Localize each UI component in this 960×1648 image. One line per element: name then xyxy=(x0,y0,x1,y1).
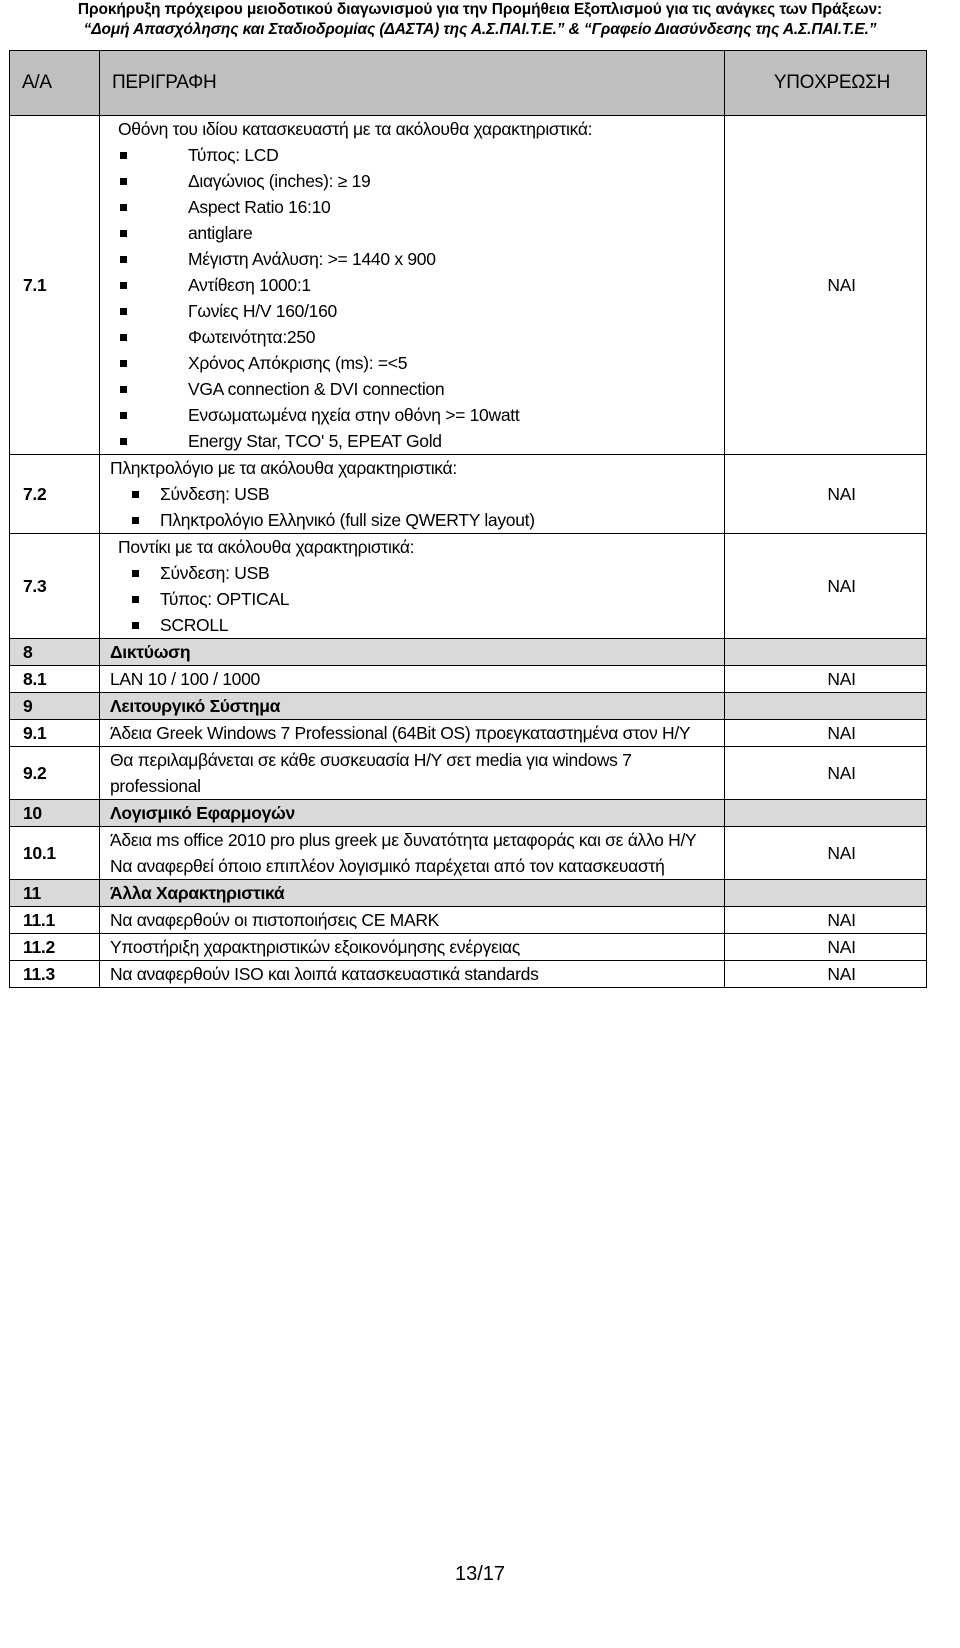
list-item: antiglare xyxy=(110,220,724,246)
mouse-feature-list xyxy=(110,560,724,638)
table-row xyxy=(10,666,927,693)
row-description xyxy=(100,534,725,639)
row-number: 11.2 xyxy=(10,934,100,961)
list-item: VGA connection & DVI connection xyxy=(110,376,724,402)
section-row xyxy=(10,639,927,666)
column-header-description: ΠΕΡΙΓΡΑΦΗ xyxy=(100,51,725,116)
mouse-intro: Ποντίκι με τα ακόλουθα χαρακτηριστικά: xyxy=(118,537,415,557)
row-description: Να αναφερθούν ISO και λοιπά κατασκευαστικά standards xyxy=(100,961,725,988)
row-description: Υποστήριξη χαρακτηριστικών εξοικονόμησης ενέργειας xyxy=(100,934,725,961)
row-description xyxy=(100,827,725,880)
header-line-1: Προκήρυξη πρόχειρου μειοδοτικού διαγωνισμού για την Προμήθεια Εξοπλισμού για τις ανάγκες των Πράξεων: xyxy=(77,1,883,18)
row-number: 7.1 xyxy=(10,116,100,455)
section-title: Λειτουργικό Σύστημα xyxy=(100,693,725,720)
list-item: Αντίθεση 1000:1 xyxy=(110,272,724,298)
column-header-aa: Α/Α xyxy=(10,51,100,116)
header-line-2: “Δομή Απασχόλησης και Σταδιοδρομίας (ΔΑΣΤΑ) της Α.Σ.ΠΑΙ.Τ.Ε.” & “Γραφείο Διασύνδεσης της Α.Σ.ΠΑΙ.Τ.Ε.” xyxy=(83,21,877,38)
row-requirement: ΝΑΙ xyxy=(725,827,927,880)
column-header-requirement: ΥΠΟΧΡΕΩΣΗ xyxy=(725,51,927,116)
list-item: Πληκτρολόγιο Ελληνικό (full size QWERTY layout) xyxy=(110,507,724,533)
table-row xyxy=(10,534,927,639)
section-blank xyxy=(725,639,927,666)
monitor-feature-list xyxy=(110,142,724,454)
section-number: 11 xyxy=(10,880,100,907)
list-item: Διαγώνιος (inches): ≥ 19 xyxy=(110,168,724,194)
row-description xyxy=(100,116,725,455)
row-number: 7.3 xyxy=(10,534,100,639)
list-item: Τύπος: LCD xyxy=(110,142,724,168)
section-title: Άλλα Χαρακτηριστικά xyxy=(100,880,725,907)
section-number: 9 xyxy=(10,693,100,720)
table-row xyxy=(10,961,927,988)
keyboard-feature-list xyxy=(110,481,724,533)
section-title: Δικτύωση xyxy=(100,639,725,666)
section-row xyxy=(10,693,927,720)
row-description: LAN 10 / 100 / 1000 xyxy=(100,666,725,693)
row-number: 10.1 xyxy=(10,827,100,880)
section-number: 10 xyxy=(10,800,100,827)
row-description: Να αναφερθούν οι πιστοποιήσεις CE MARK xyxy=(100,907,725,934)
table-header-row xyxy=(10,51,927,116)
page-number: 13/17 xyxy=(454,1563,506,1585)
row-requirement: ΝΑΙ xyxy=(725,666,927,693)
row-number: 11.1 xyxy=(10,907,100,934)
list-item: Τύπος: OPTICAL xyxy=(110,586,724,612)
table-row xyxy=(10,907,927,934)
list-item: Φωτεινότητα:250 xyxy=(110,324,724,350)
table-row xyxy=(10,116,927,455)
section-row xyxy=(10,800,927,827)
row-requirement: ΝΑΙ xyxy=(725,934,927,961)
row-number: 7.2 xyxy=(10,455,100,534)
list-item: SCROLL xyxy=(110,612,724,638)
table-row xyxy=(10,934,927,961)
row-requirement: ΝΑΙ xyxy=(725,747,927,800)
row-number: 11.3 xyxy=(10,961,100,988)
list-item: Aspect Ratio 16:10 xyxy=(110,194,724,220)
row-requirement: ΝΑΙ xyxy=(725,961,927,988)
page-header xyxy=(0,0,960,40)
row-requirement: ΝΑΙ xyxy=(725,907,927,934)
row-requirement: ΝΑΙ xyxy=(725,116,927,455)
section-number: 8 xyxy=(10,639,100,666)
row-number: 9.2 xyxy=(10,747,100,800)
list-item: Σύνδεση: USB xyxy=(110,481,724,507)
list-item: Ενσωματωμένα ηχεία στην οθόνη >= 10watt xyxy=(110,402,724,428)
table-row xyxy=(10,827,927,880)
row-description: Άδεια Greek Windows 7 Professional (64Bit OS) προεγκαταστημένα στον Η/Υ xyxy=(100,720,725,747)
section-title: Λογισμικό Εφαρμογών xyxy=(100,800,725,827)
row-number: 9.1 xyxy=(10,720,100,747)
monitor-intro: Οθόνη του ιδίου κατασκευαστή με τα ακόλουθα χαρακτηριστικά: xyxy=(118,119,593,139)
description-line: Άδεια ms office 2010 pro plus greek με δυνατότητα μεταφοράς και σε άλλο Η/Υ xyxy=(110,830,697,850)
section-blank xyxy=(725,693,927,720)
row-requirement: ΝΑΙ xyxy=(725,720,927,747)
row-description: Θα περιλαμβάνεται σε κάθε συσκευασία Η/Υ σετ media για windows 7 professional xyxy=(100,747,725,800)
row-requirement: ΝΑΙ xyxy=(725,534,927,639)
table-row xyxy=(10,720,927,747)
list-item: Χρόνος Απόκρισης (ms): =<5 xyxy=(110,350,724,376)
description-line: Να αναφερθεί όποιο επιπλέον λογισμικό παρέχεται από τον κατασκευαστή xyxy=(110,856,665,876)
section-blank xyxy=(725,880,927,907)
list-item: Μέγιστη Ανάλυση: >= 1440 x 900 xyxy=(110,246,724,272)
row-description xyxy=(100,455,725,534)
section-blank xyxy=(725,800,927,827)
row-requirement: ΝΑΙ xyxy=(725,455,927,534)
specifications-table xyxy=(9,50,927,988)
keyboard-intro: Πληκτρολόγιο με τα ακόλουθα χαρακτηριστικά: xyxy=(110,458,457,478)
row-number: 8.1 xyxy=(10,666,100,693)
list-item: Σύνδεση: USB xyxy=(110,560,724,586)
section-row xyxy=(10,880,927,907)
table-row xyxy=(10,747,927,800)
list-item: Γωνίες H/V 160/160 xyxy=(110,298,724,324)
table-row xyxy=(10,455,927,534)
list-item: Energy Star, TCO' 5, EPEAT Gold xyxy=(110,428,724,454)
